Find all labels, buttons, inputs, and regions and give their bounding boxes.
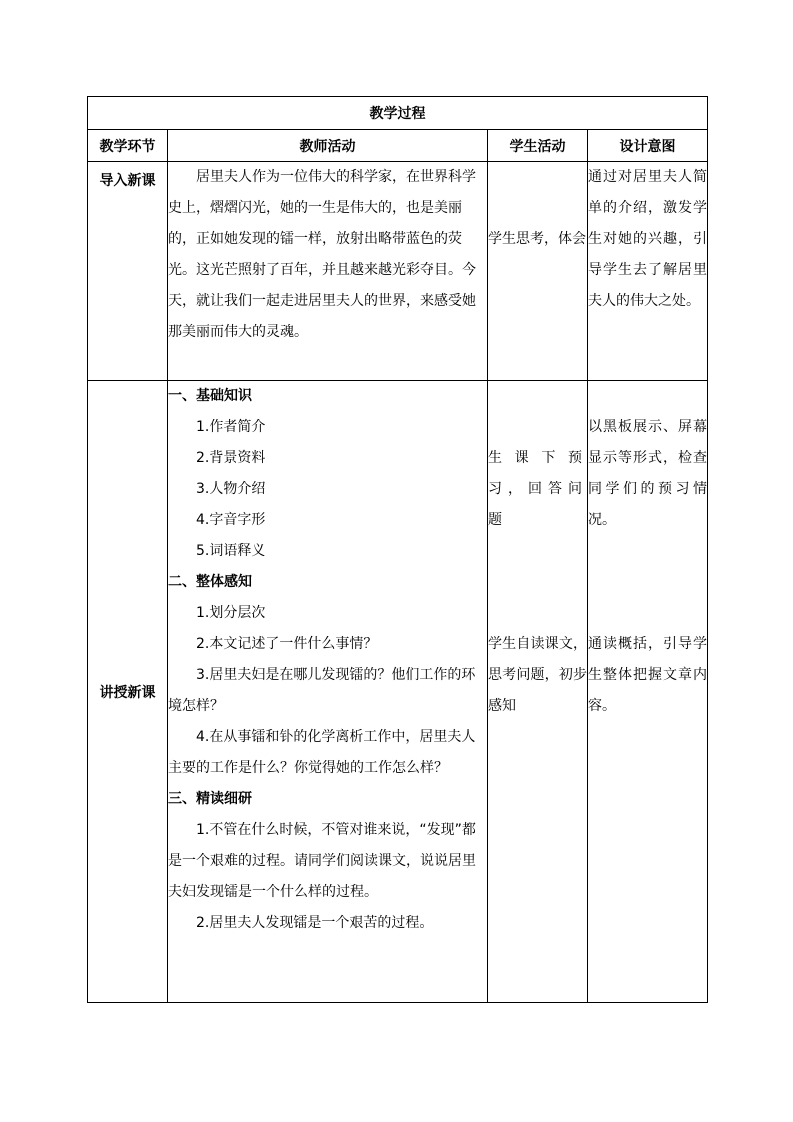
design-intent-lecture [588, 381, 708, 1003]
student-activity-preview: 生课下预习，回答问题 [488, 450, 587, 528]
list-item: 2.本文记述了一件什么事情？ [196, 636, 378, 652]
student-activity-selfread: 学生自读课文，思考问题，初步感知 [488, 636, 587, 714]
list-item: 5.词语释义 [196, 543, 266, 559]
student-activity-intro-text: 学生思考，体会 [488, 231, 586, 247]
design-intent-intro: 通过对居里夫人简单的介绍，激发学生对她的兴趣，引导学生去了解居里夫人的伟大之处。 [588, 162, 708, 381]
header-student-activity: 学生活动 [488, 130, 588, 162]
student-activity-lecture [488, 381, 588, 1003]
header-teacher-activity: 教师活动 [168, 130, 488, 162]
table-row-intro [88, 162, 708, 381]
header-design-intent: 设计意图 [588, 130, 708, 162]
design-intent-preview: 以黑板展示、屏幕显示等形式，检查同学们的预习情况。 [588, 419, 707, 528]
stage-intro: 导入新课 [88, 162, 168, 381]
section-title-3: 三、精读细研 [168, 791, 252, 807]
teacher-activity-lecture [168, 381, 488, 1003]
section-title-2: 二、整体感知 [168, 574, 252, 590]
section-title-1: 一、基础知识 [168, 388, 252, 404]
list-item: 1.作者简介 [196, 419, 266, 435]
intro-paragraph: 居里夫人作为一位伟大的科学家，在世界科学史上，熠熠闪光，她的一生是伟大的，也是美丽的，正如她发现的镭一样，放射出略带蓝色的荧光。这光芒照射了百年，并且越来越光彩夺目。今天，就让我们一起走进居里夫人的世界，来感受她那美丽而伟大的灵魂。 [168, 169, 476, 340]
list-item: 1.不管在什么时候，不管对谁来说，“发现”都是一个艰难的过程。请同学们阅读课文，说说居里夫妇发现镭是一个什么样的过程。 [168, 822, 476, 900]
list-item: 3.居里夫妇是在哪儿发现镭的？他们工作的环境怎样？ [168, 667, 476, 714]
table-caption: 教学过程 [88, 97, 708, 130]
list-item: 4.在从事镭和钋的化学离析工作中，居里夫人主要的工作是什么？你觉得她的工作怎么样？ [168, 729, 476, 776]
table-row-lecture [88, 381, 708, 1003]
list-item: 1.划分层次 [196, 605, 266, 621]
list-item: 3.人物介绍 [196, 481, 266, 497]
list-item: 2.居里夫人发现镭是一个艰苦的过程。 [196, 915, 434, 931]
list-item: 4.字音字形 [196, 512, 266, 528]
design-intent-overview: 通读概括，引导学生整体把握文章内容。 [588, 636, 707, 714]
student-activity-intro [488, 162, 588, 381]
header-stage: 教学环节 [88, 130, 168, 162]
teaching-process-table [87, 96, 708, 1003]
stage-lecture: 讲授新课 [88, 381, 168, 1003]
teacher-activity-intro [168, 162, 488, 381]
list-item: 2.背景资料 [196, 450, 266, 466]
